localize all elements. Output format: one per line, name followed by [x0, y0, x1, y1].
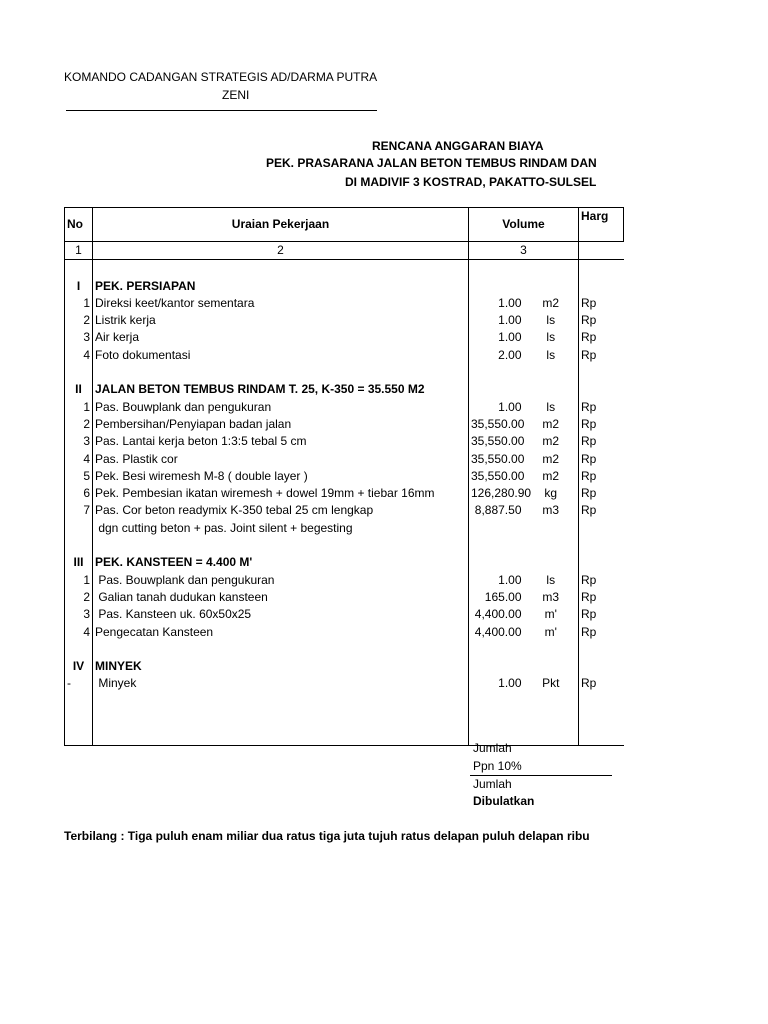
item-number: -: [65, 675, 93, 692]
spacer-row: [65, 727, 624, 745]
item-unit: m2: [524, 295, 579, 312]
spacer-unit: [524, 727, 579, 745]
section-volume: [469, 658, 524, 675]
item-unit: m2: [524, 468, 579, 485]
section-volume: [469, 554, 524, 571]
item-volume: 1.00: [498, 330, 522, 345]
item-volume: 1.00: [498, 572, 522, 587]
spacer-unit: [524, 641, 579, 658]
item-currency: Rp: [581, 313, 597, 328]
spacer-row: [65, 260, 624, 278]
item-unit: m2: [524, 416, 579, 433]
item-currency: Rp: [581, 416, 597, 431]
col-header-volume: Volume: [469, 208, 579, 242]
table-row: [65, 433, 624, 450]
item-description: Pek. Besi wiremesh M-8 ( double layer ): [93, 468, 469, 485]
item-number: 2: [65, 312, 93, 329]
section-unit: [524, 278, 579, 295]
spacer-no: [65, 364, 93, 381]
col-number-2: 2: [93, 242, 469, 260]
spacer-row: [65, 537, 624, 554]
item-number: 4: [65, 347, 93, 364]
item-description: Minyek: [93, 675, 469, 692]
spacer-harga: [579, 693, 624, 710]
col-header-no: No: [65, 208, 93, 242]
location-title: DI MADIVIF 3 KOSTRAD, PAKATTO-SULSEL: [345, 175, 597, 189]
subtotal-line: [470, 775, 612, 776]
item-description: Pas. Cor beton readymix K-350 tebal 25 cm lengkap: [93, 502, 469, 519]
item-volume: 1.00: [498, 399, 522, 414]
section-title: JALAN BETON TEMBUS RINDAM T. 25, K-350 = 35.550 M2: [93, 381, 469, 398]
spacer-no: [65, 641, 93, 658]
item-description: Pas. Bouwplank dan pengukuran: [93, 399, 469, 416]
spacer-row: [65, 710, 624, 727]
spacer-uraian: [93, 537, 469, 554]
section-title: MINYEK: [93, 658, 469, 675]
spacer-unit: [524, 364, 579, 381]
spacer-harga: [579, 537, 624, 554]
table-row: [65, 312, 624, 329]
section-row: [65, 554, 624, 571]
item-unit: ls: [524, 347, 579, 364]
item-volume: 165.00: [484, 589, 522, 604]
item-description: Pas. Bouwplank dan pengukuran: [93, 572, 469, 589]
table-row: [65, 295, 624, 312]
spacer-harga: [579, 641, 624, 658]
doc-title: RENCANA ANGGARAN BIAYA: [372, 139, 544, 153]
item-unit: [524, 520, 579, 537]
item-volume: 35,550.00: [471, 468, 525, 483]
section-unit: [524, 381, 579, 398]
item-volume: 8,887.50: [474, 503, 522, 518]
item-unit: ls: [524, 312, 579, 329]
section-row: [65, 658, 624, 675]
item-unit: kg: [524, 485, 579, 502]
item-currency: Rp: [581, 468, 597, 483]
table-row: [65, 451, 624, 468]
section-number: II: [65, 381, 93, 398]
spacer-unit: [524, 693, 579, 710]
table-row: [65, 572, 624, 589]
item-currency: Rp: [581, 330, 597, 345]
item-currency: Rp: [581, 399, 597, 414]
table-row: [65, 347, 624, 364]
item-number: 1: [65, 399, 93, 416]
spacer-harga: [579, 727, 624, 745]
spacer-unit: [524, 260, 579, 278]
section-volume: [469, 278, 524, 295]
org-name-line2: ZENI: [222, 88, 250, 102]
item-currency: Rp: [581, 434, 597, 449]
item-volume: 1.00: [498, 313, 522, 328]
section-unit: [524, 658, 579, 675]
table-row: [65, 606, 624, 623]
item-number: 2: [65, 416, 93, 433]
table-row: [65, 485, 624, 502]
spacer-volume: [469, 260, 524, 278]
item-number: 7: [65, 502, 93, 519]
spacer-uraian: [93, 727, 469, 745]
section-volume: [469, 381, 524, 398]
org-underline: [66, 110, 377, 111]
item-volume: 4,400.00: [474, 607, 522, 622]
spacer-uraian: [93, 641, 469, 658]
item-currency: Rp: [581, 607, 597, 622]
item-number: 4: [65, 451, 93, 468]
table-row: [65, 589, 624, 606]
item-currency: Rp: [581, 295, 597, 310]
section-unit: [524, 554, 579, 571]
terbilang-text: Terbilang : Tiga puluh enam miliar dua ratus tiga juta tujuh ratus delapan puluh delapan ribu: [64, 829, 590, 843]
item-description: Pek. Pembesian ikatan wiremesh + dowel 19mm + tiebar 16mm: [93, 485, 469, 502]
section-number: III: [65, 554, 93, 571]
column-number-row: [65, 242, 624, 260]
spacer-row: [65, 693, 624, 710]
item-number: 1: [65, 572, 93, 589]
spacer-unit: [524, 537, 579, 554]
item-description: Pengecatan Kansteen: [93, 624, 469, 641]
item-unit: m3: [524, 589, 579, 606]
spacer-no: [65, 693, 93, 710]
item-currency: Rp: [581, 503, 597, 518]
item-description: Galian tanah dudukan kansteen: [93, 589, 469, 606]
item-volume: 35,550.00: [471, 451, 525, 466]
table-row: [65, 675, 624, 692]
section-number: I: [65, 278, 93, 295]
item-volume: 126,280.90: [471, 486, 532, 501]
section-title: PEK. PERSIAPAN: [93, 278, 469, 295]
spacer-uraian: [93, 364, 469, 381]
table-row: [65, 399, 624, 416]
col-header-uraian: Uraian Pekerjaan: [93, 208, 469, 242]
section-harga: [579, 554, 624, 571]
spacer-unit: [524, 710, 579, 727]
item-number: [65, 520, 93, 537]
item-currency: Rp: [581, 676, 597, 691]
item-description: Listrik kerja: [93, 312, 469, 329]
item-volume: 1.00: [498, 676, 522, 691]
item-unit: m': [524, 624, 579, 641]
item-unit: ls: [524, 399, 579, 416]
jumlah-total-label: Jumlah: [473, 777, 512, 791]
spacer-no: [65, 727, 93, 745]
item-volume: 35,550.00: [471, 416, 525, 431]
item-number: 3: [65, 433, 93, 450]
spacer-volume: [469, 710, 524, 727]
item-number: 5: [65, 468, 93, 485]
section-row: [65, 381, 624, 398]
item-unit: m': [524, 606, 579, 623]
item-unit: m2: [524, 451, 579, 468]
item-number: 2: [65, 589, 93, 606]
col-number-3: 3: [469, 242, 579, 260]
spacer-volume: [469, 537, 524, 554]
item-number: 6: [65, 485, 93, 502]
table-row: [65, 520, 624, 537]
project-title: PEK. PRASARANA JALAN BETON TEMBUS RINDAM DAN: [266, 156, 597, 170]
item-currency: Rp: [581, 624, 597, 639]
item-description: Foto dokumentasi: [93, 347, 469, 364]
item-number: 3: [65, 606, 93, 623]
table-row: [65, 329, 624, 346]
spacer-uraian: [93, 693, 469, 710]
table-row: [65, 416, 624, 433]
spacer-harga: [579, 710, 624, 727]
spacer-harga: [579, 364, 624, 381]
item-description: Pas. Lantai kerja beton 1:3:5 tebal 5 cm: [93, 433, 469, 450]
budget-table: [64, 207, 624, 746]
item-currency: Rp: [581, 451, 597, 466]
col-number-1: 1: [65, 242, 93, 260]
item-unit: m3: [524, 502, 579, 519]
section-number: IV: [65, 658, 93, 675]
item-currency: Rp: [581, 589, 597, 604]
spacer-no: [65, 710, 93, 727]
section-harga: [579, 658, 624, 675]
item-description: Pas. Kansteen uk. 60x50x25: [93, 606, 469, 623]
item-volume: [469, 520, 524, 537]
item-description: Air kerja: [93, 329, 469, 346]
spacer-row: [65, 641, 624, 658]
spacer-no: [65, 537, 93, 554]
ppn-label: Ppn 10%: [473, 759, 522, 773]
item-unit: ls: [524, 572, 579, 589]
section-row: [65, 278, 624, 295]
item-description: Pembersihan/Penyiapan badan jalan: [93, 416, 469, 433]
col-number-4: [579, 242, 624, 260]
spacer-uraian: [93, 710, 469, 727]
jumlah-label: Jumlah: [473, 741, 512, 755]
item-currency: Rp: [581, 572, 597, 587]
dibulatkan-label: Dibulatkan: [473, 794, 535, 808]
spacer-uraian: [93, 260, 469, 278]
item-unit: Pkt: [524, 675, 579, 692]
item-description: Pas. Plastik cor: [93, 451, 469, 468]
item-number: 1: [65, 295, 93, 312]
spacer-harga: [579, 260, 624, 278]
item-unit: m2: [524, 433, 579, 450]
spacer-volume: [469, 641, 524, 658]
item-number: 3: [65, 329, 93, 346]
item-currency: [579, 520, 624, 537]
spacer-volume: [469, 693, 524, 710]
spacer-volume: [469, 364, 524, 381]
table-header-row: [65, 208, 624, 242]
item-currency: Rp: [581, 347, 597, 362]
item-volume: 35,550.00: [471, 434, 525, 449]
org-name-line1: KOMANDO CADANGAN STRATEGIS AD/DARMA PUTRA: [64, 70, 378, 84]
item-description: Direksi keet/kantor sementara: [93, 295, 469, 312]
item-unit: ls: [524, 329, 579, 346]
item-volume: 1.00: [498, 295, 522, 310]
table-row: [65, 468, 624, 485]
spacer-row: [65, 364, 624, 381]
table-row: [65, 624, 624, 641]
table-row: [65, 502, 624, 519]
section-title: PEK. KANSTEEN = 4.400 M': [93, 554, 469, 571]
item-volume: 4,400.00: [474, 624, 522, 639]
item-currency: Rp: [581, 486, 597, 501]
section-harga: [579, 381, 624, 398]
section-harga: [579, 278, 624, 295]
item-number: 4: [65, 624, 93, 641]
spacer-no: [65, 260, 93, 278]
item-description: dgn cutting beton + pas. Joint silent + begesting: [93, 520, 469, 537]
col-header-harga: Harg: [579, 208, 624, 242]
item-volume: 2.00: [498, 347, 522, 362]
